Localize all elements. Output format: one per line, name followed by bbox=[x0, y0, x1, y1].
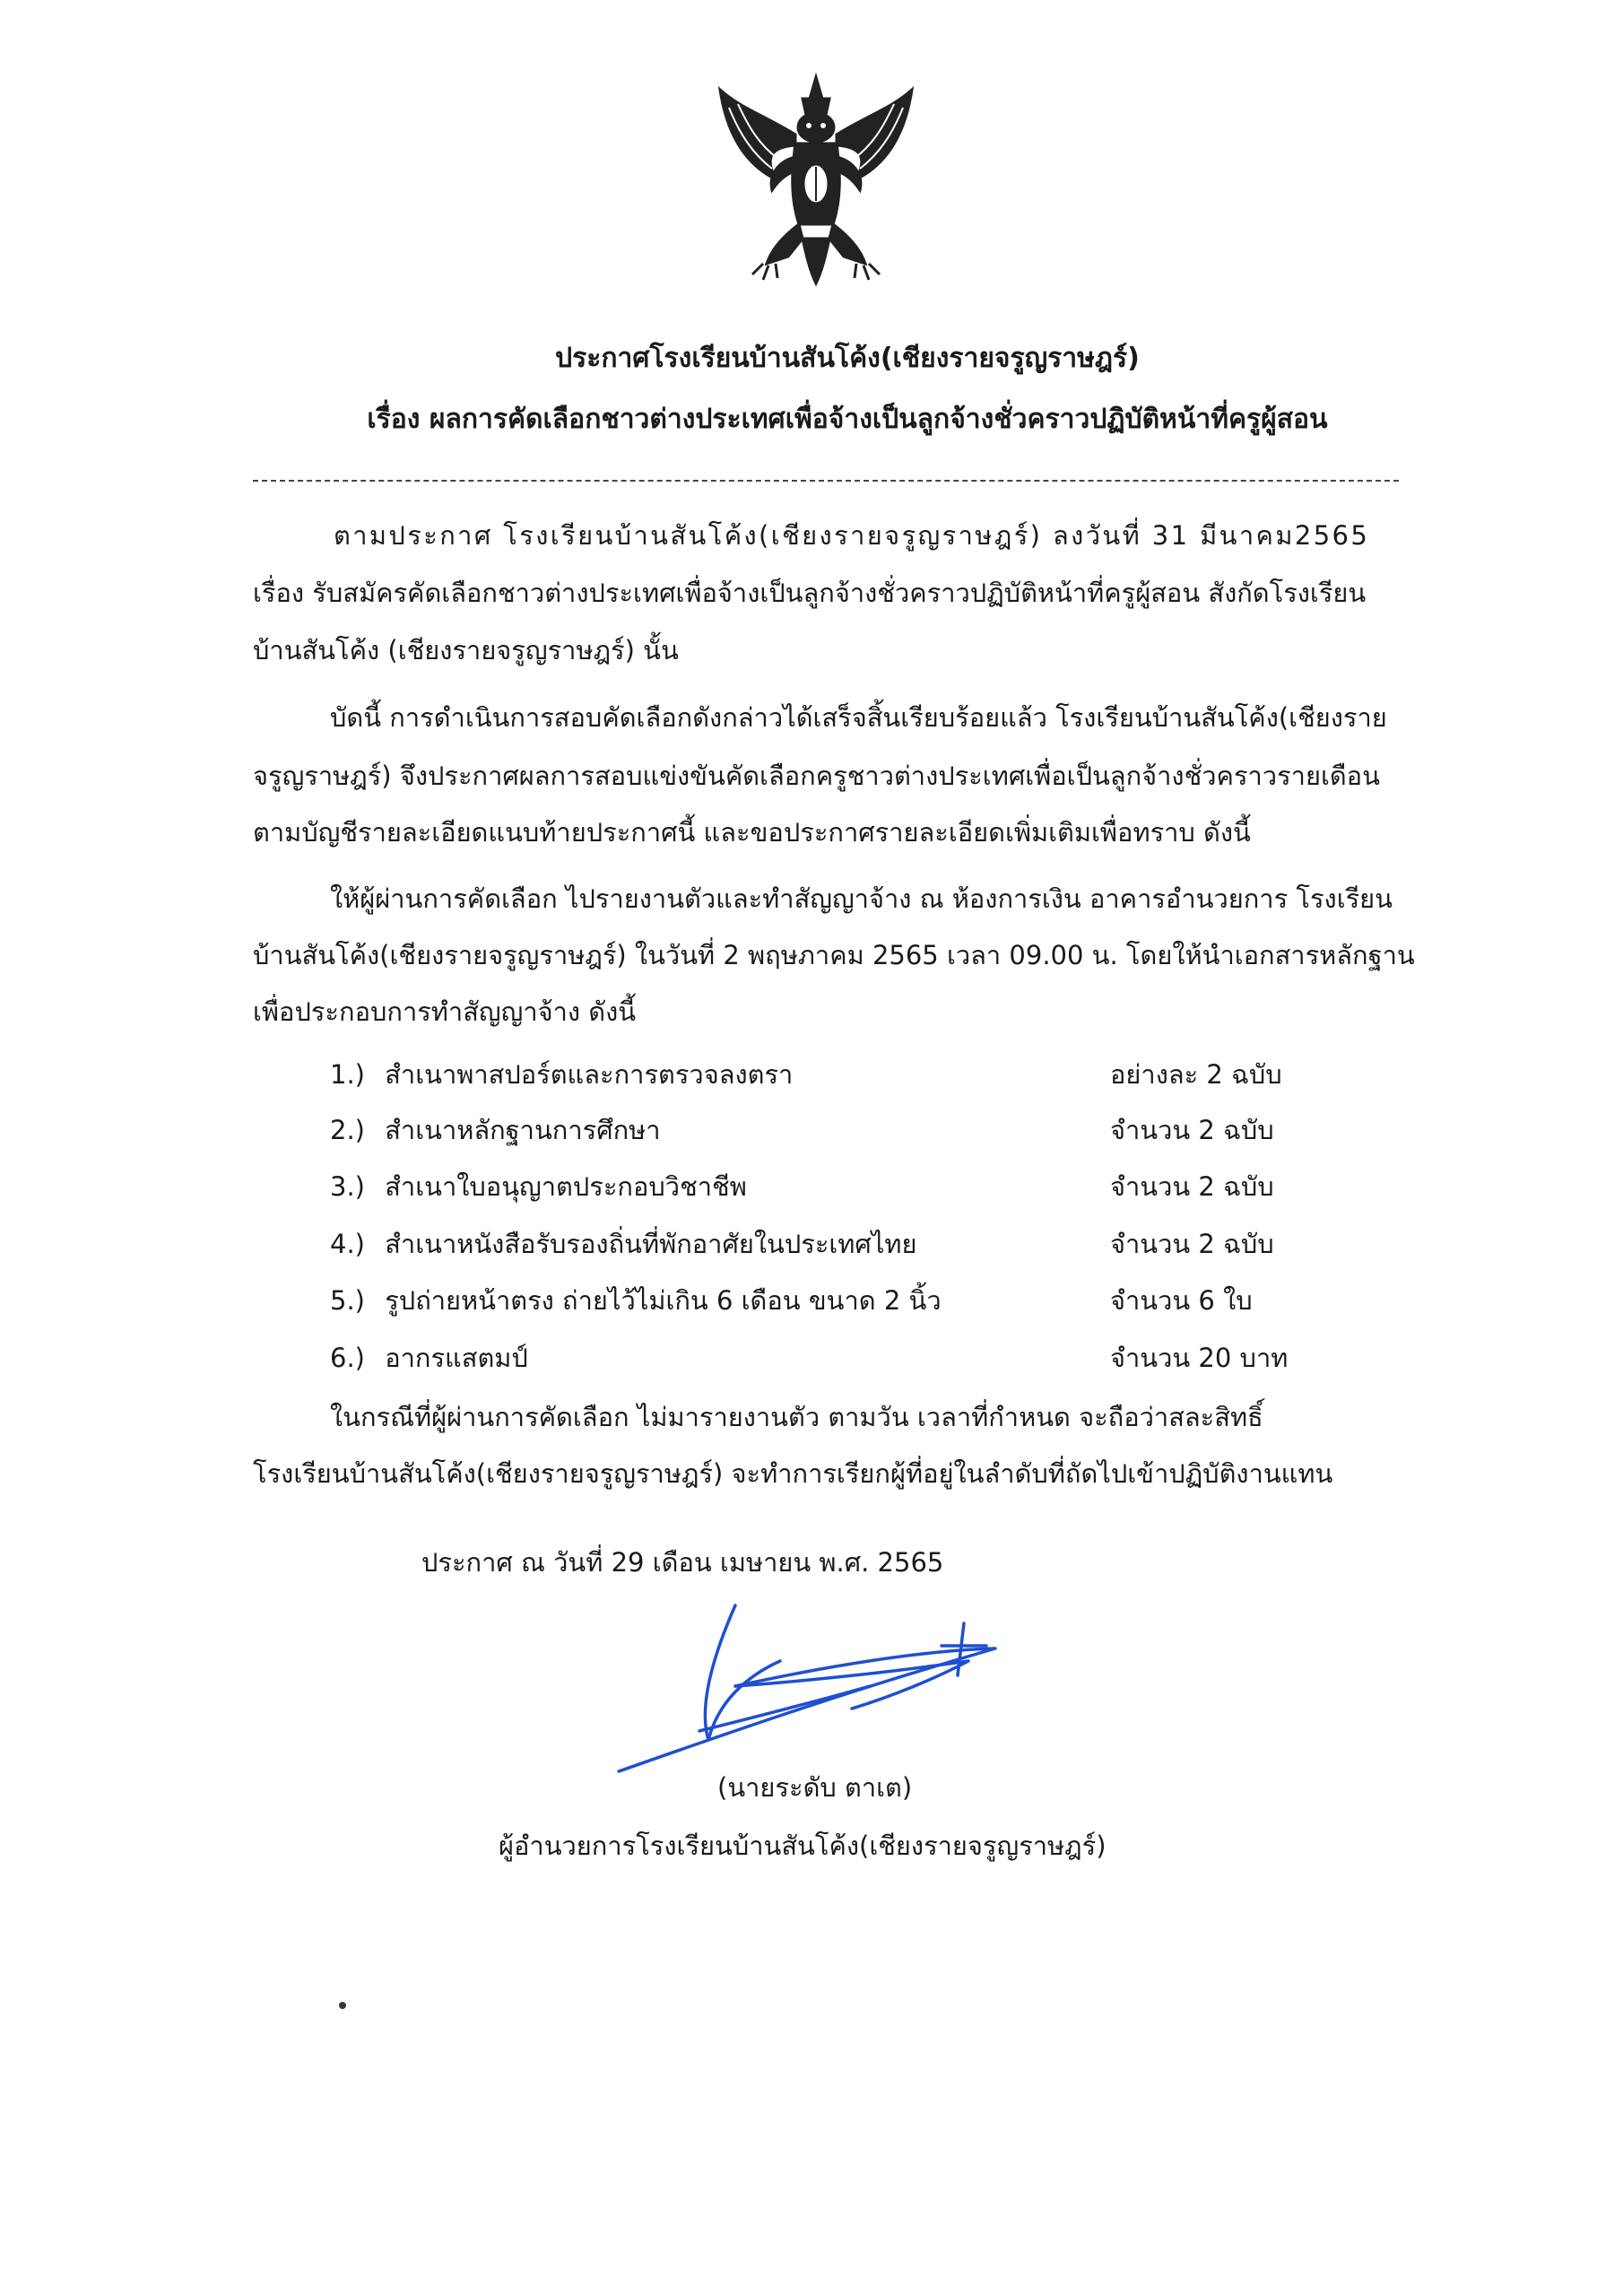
list-item-text: สำเนาหนังสือรับรองถิ่นที่พักอาศัยในประเทศไทย bbox=[385, 1229, 917, 1259]
paragraph-4-line-1: ในกรณีที่ผู้ผ่านการคัดเลือก ไม่มารายงานตัว ตามวัน เวลาที่กำหนด จะถือว่าสละสิทธิ์ bbox=[330, 1402, 1263, 1432]
list-item bbox=[330, 1283, 942, 1318]
scan-speck bbox=[339, 2002, 346, 2009]
signer-name: (นายระดับ ตาเต) bbox=[717, 1772, 913, 1803]
list-item-text: รูปถ่ายหน้าตรง ถ่ายไว้ไม่เกิน 6 เดือน ขนาด 2 นิ้ว bbox=[385, 1285, 942, 1316]
announcement-date: ประกาศ ณ วันที่ 29 เดือน เมษายน พ.ศ. 2565 bbox=[421, 1547, 944, 1578]
garuda-emblem-icon bbox=[713, 72, 919, 287]
signature bbox=[601, 1596, 1022, 1785]
paragraph-3-line-2: บ้านสันโค้ง(เชียงรายจรูญราษฎร์) ในวันที่ 2 พฤษภาคม 2565 เวลา 09.00 น. โดยให้นำเอกสารหลักฐาน bbox=[253, 940, 1415, 970]
paragraph-1-line-3: บ้านสันโค้ง (เชียงรายจรูญราษฎร์) นั้น bbox=[253, 635, 679, 665]
document-title: ประกาศโรงเรียนบ้านสันโค้ง(เชียงรายจรูญราษฎร์) bbox=[555, 343, 1140, 374]
paragraph-1-line-2: เรื่อง รับสมัครคัดเลือกชาวต่างประเทศเพื่อจ้างเป็นลูกจ้างชั่วคราวปฏิบัติหน้าที่ครูผู้สอน สังกัดโรงเรียน bbox=[253, 578, 1367, 608]
list-item-number: 6.) bbox=[330, 1343, 365, 1373]
list-item-quantity: จำนวน 20 บาท bbox=[1110, 1343, 1289, 1373]
paragraph-3-line-1: ให้ผู้ผ่านการคัดเลือก ไปรายงานตัวและทำสัญญาจ้าง ณ ห้องการเงิน อาคารอำนวยการ โรงเรียน bbox=[330, 883, 1393, 914]
list-item-text: สำเนาใบอนุญาตประกอบวิชาชีพ bbox=[385, 1171, 747, 1202]
list-item-number: 3.) bbox=[330, 1171, 365, 1202]
list-item-quantity: จำนวน 2 ฉบับ bbox=[1110, 1171, 1274, 1202]
paragraph-1-line-1: ตามประกาศ โรงเรียนบ้านสันโค้ง(เชียงรายจรูญราษฎร์) ลงวันที่ 31 มีนาคม2565 bbox=[334, 520, 1370, 551]
list-item bbox=[330, 1057, 793, 1092]
paragraph-2-line-3: ตามบัญชีรายละเอียดแนบท้ายประกาศนี้ และขอประกาศรายละเอียดเพิ่มเติมเพื่อทราบ ดังนี้ bbox=[253, 817, 1251, 848]
list-item-number: 4.) bbox=[330, 1229, 365, 1259]
list-item-quantity: จำนวน 2 ฉบับ bbox=[1110, 1229, 1274, 1259]
signer-title: ผู้อำนวยการโรงเรียนบ้านสันโค้ง(เชียงรายจรูญราษฎร์) bbox=[499, 1831, 1107, 1861]
list-item-number: 5.) bbox=[330, 1285, 365, 1316]
title-divider bbox=[253, 480, 1399, 482]
list-item-text: สำเนาหลักฐานการศึกษา bbox=[385, 1115, 661, 1145]
list-item bbox=[330, 1112, 661, 1148]
paragraph-2-line-1: บัดนี้ การดำเนินการสอบคัดเลือกดังกล่าวได้เสร็จสิ้นเรียบร้อยแล้ว โรงเรียนบ้านสันโค้ง(เชียงราย bbox=[330, 702, 1387, 733]
list-item-text: สำเนาพาสปอร์ตและการตรวจลงตรา bbox=[385, 1059, 794, 1090]
paragraph-3-line-3: เพื่อประกอบการทำสัญญาจ้าง ดังนี้ bbox=[253, 996, 637, 1027]
paragraph-2-line-2: จรูญราษฎร์) จึงประกาศผลการสอบแข่งขันคัดเลือกครูชาวต่างประเทศเพื่อเป็นลูกจ้างชั่วคราวรายเดือน bbox=[253, 761, 1380, 791]
paragraph-4-line-2: โรงเรียนบ้านสันโค้ง(เชียงรายจรูญราษฎร์) จะทำการเรียกผู้ที่อยู่ในลำดับที่ถัดไปเข้าปฏิบัติงานแทน bbox=[253, 1458, 1333, 1489]
list-item-text: อากรแสตมป์ bbox=[385, 1343, 528, 1373]
list-item bbox=[330, 1169, 747, 1205]
list-item-quantity: จำนวน 6 ใบ bbox=[1110, 1285, 1253, 1316]
list-item-number: 1.) bbox=[330, 1059, 365, 1090]
list-item-quantity: อย่างละ 2 ฉบับ bbox=[1110, 1059, 1282, 1090]
list-item-quantity: จำนวน 2 ฉบับ bbox=[1110, 1115, 1274, 1145]
document-subject: เรื่อง ผลการคัดเลือกชาวต่างประเทศเพื่อจ้างเป็นลูกจ้างชั่วคราวปฏิบัติหน้าที่ครูผู้สอน bbox=[367, 404, 1328, 435]
list-item bbox=[330, 1340, 528, 1376]
list-item-number: 2.) bbox=[330, 1115, 365, 1145]
list-item bbox=[330, 1226, 917, 1262]
